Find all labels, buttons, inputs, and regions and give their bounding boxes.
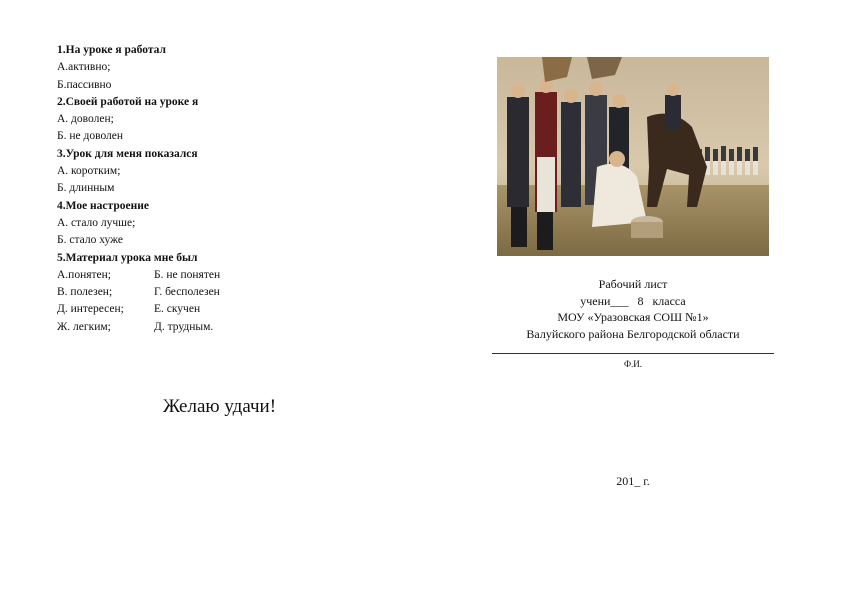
answer: Ж. легким;	[57, 320, 111, 333]
answer: А. коротким;	[57, 165, 121, 178]
answer: Б. не понятен	[154, 268, 221, 281]
answer: Б. стало хуже	[57, 234, 124, 247]
title-line-3: МОУ «Уразовская СОШ №1»	[557, 310, 709, 324]
fio-label: Ф.И.	[623, 359, 643, 369]
answer-pair	[57, 301, 220, 318]
questionnaire	[57, 42, 220, 336]
answer: А. стало лучше;	[57, 216, 136, 229]
answer-pair	[57, 267, 220, 284]
fio-underline	[492, 353, 774, 354]
worksheet-title	[497, 276, 769, 342]
answer-pair	[57, 284, 220, 301]
title-line-1: Рабочий лист	[598, 277, 668, 291]
question-2: 2.Своей работой на уроке я	[57, 95, 199, 108]
answer: А.активно;	[57, 61, 111, 74]
answer-pair	[57, 319, 220, 336]
answer: Д. интересен;	[57, 303, 124, 316]
question-3: 3.Урок для меня показался	[57, 147, 198, 160]
title-line-2: учени___ 8 класса	[580, 293, 686, 308]
question-1: 1.На уроке я работал	[57, 44, 166, 56]
battle-painting	[497, 57, 769, 256]
question-5: 5.Материал урока мне был	[57, 251, 198, 264]
answer: Б. длинным	[57, 182, 115, 195]
answer: В. полезен;	[57, 286, 113, 299]
answer: А. доволен;	[57, 113, 114, 126]
answer: Б.пассивно	[57, 78, 112, 91]
answer: Г. бесполезен	[154, 286, 220, 299]
answer: Д. трудным.	[154, 320, 214, 333]
answer: Б. не доволен	[57, 130, 124, 143]
answer: Е. скучен	[154, 303, 201, 316]
answer: А.понятен;	[57, 268, 112, 281]
wish-text: Желаю удачи!	[163, 396, 277, 417]
year-text: 201_ г.	[616, 474, 650, 488]
title-line-4: Валуйского района Белгородской области	[526, 326, 740, 341]
question-4: 4.Мое настроение	[57, 199, 149, 212]
